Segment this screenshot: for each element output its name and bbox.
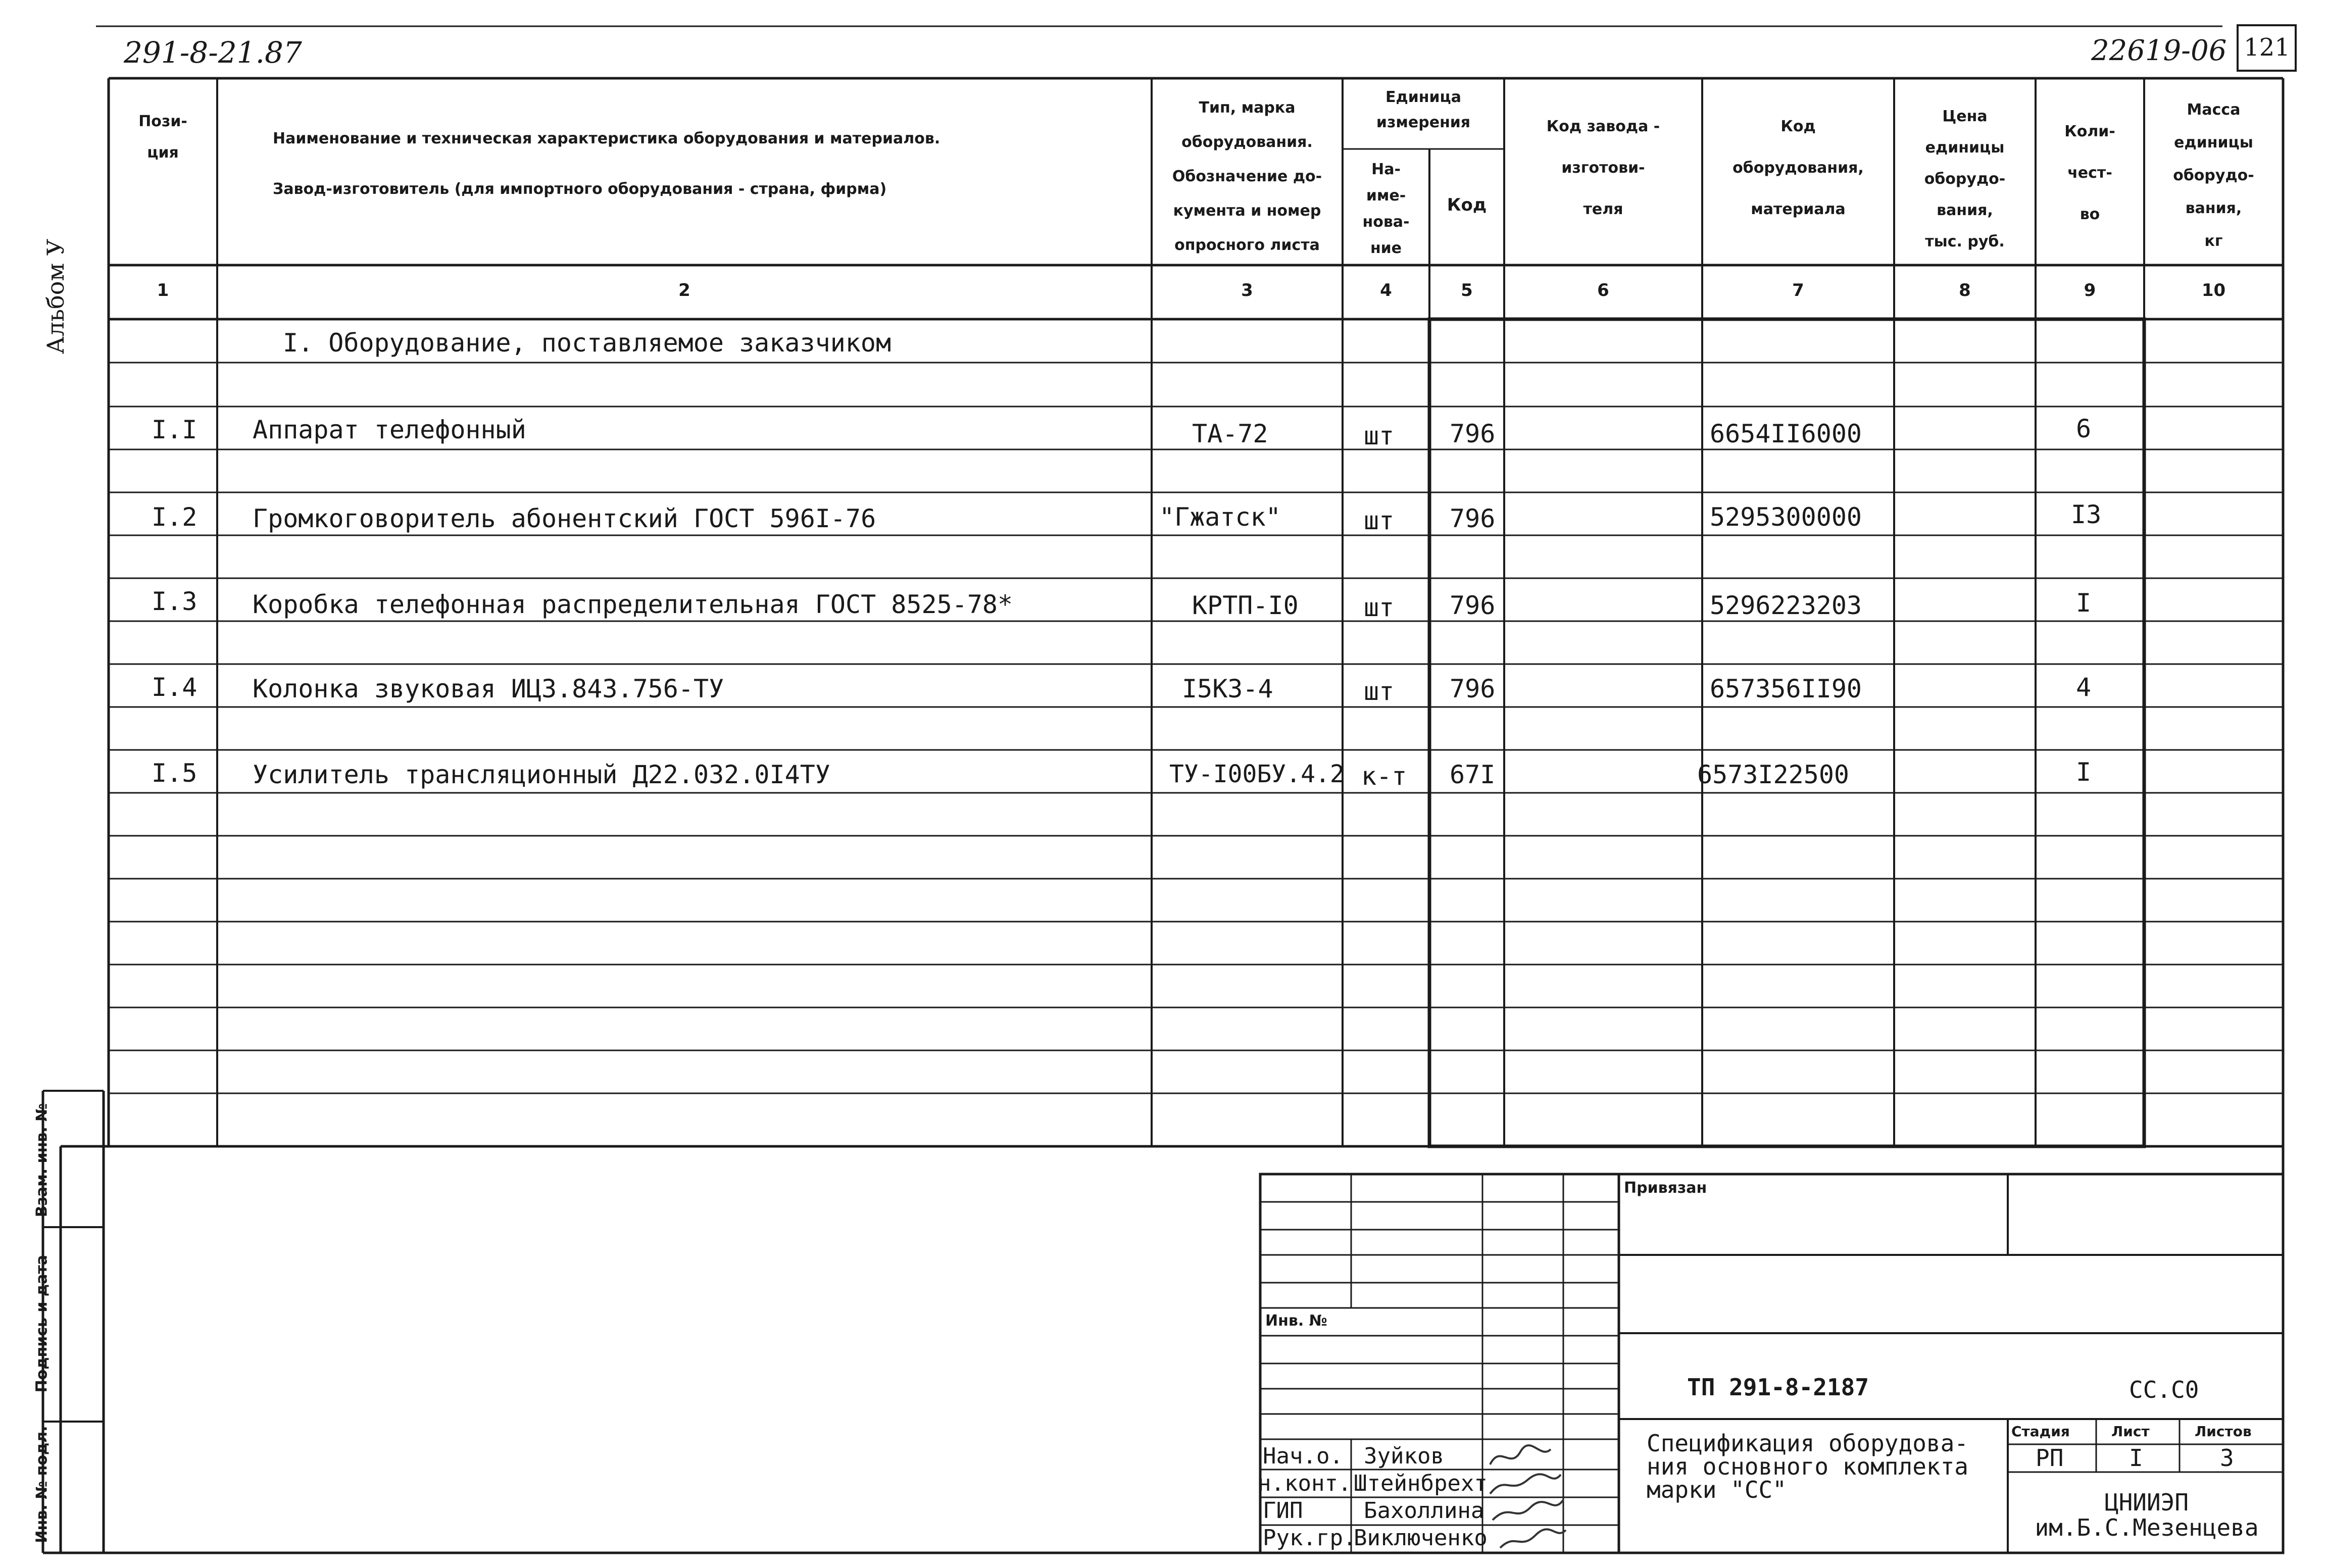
row-name: Усилитель трансляционный Д22.032.0I4ТУ: [253, 760, 830, 789]
row-quantity: I: [2076, 588, 2092, 618]
header-equipment-code: Код оборудования, материала: [1732, 118, 1864, 218]
sheets-label: Листов: [2195, 1423, 2252, 1440]
row-type: ТА-72: [1192, 419, 1268, 448]
row-type: КРТП-I0: [1192, 591, 1299, 620]
side-stamp-inv-no: Инв. № подл.: [33, 1426, 51, 1543]
column-number: 8: [1959, 280, 1971, 300]
row-unit: к-т: [1361, 762, 1407, 791]
sheet-value: I: [2129, 1444, 2143, 1472]
column-number: 5: [1461, 280, 1473, 300]
column-number: 2: [678, 280, 690, 300]
document-title: Спецификация оборудова- ния основного комплекта марки "СС": [1647, 1430, 1968, 1503]
row-material-code: 5295300000: [1710, 502, 1862, 532]
row-name: Колонка звуковая ИЦЗ.843.756-ТУ: [253, 674, 724, 703]
row-material-code: 6573I22500: [1697, 760, 1850, 789]
header-unit-code: Код: [1447, 195, 1487, 215]
row-unit-code: 796: [1450, 674, 1496, 703]
column-number: 6: [1597, 280, 1609, 300]
row-unit: шт: [1364, 421, 1395, 450]
role-label: Нач.о.: [1263, 1443, 1343, 1469]
row-material-code: 6654II6000: [1710, 419, 1862, 448]
row-quantity: 4: [2076, 673, 2092, 702]
role-name: Виключенко: [1354, 1525, 1488, 1551]
column-number: 9: [2084, 280, 2096, 300]
project-code: ТП 291-8-2187: [1687, 1374, 1869, 1401]
header-type: Тип, марка оборудования. Обозначение до- кумента и номер опросного листа: [1172, 99, 1322, 254]
sheet-label: Лист: [2111, 1423, 2150, 1440]
role-label: Рук.гр.: [1263, 1525, 1357, 1551]
row-unit-code: 796: [1450, 591, 1496, 620]
side-stamp-sign-date: Подпись и дата: [33, 1255, 51, 1393]
row-type: ТУ-I00БУ.4.2: [1169, 760, 1345, 788]
page-number: 121: [2244, 33, 2290, 62]
archive-number-handwritten: 22619-06: [2091, 34, 2227, 67]
signatures-handwritten: [1480, 1439, 1571, 1553]
role-label: ГИП: [1263, 1498, 1303, 1524]
row-material-code: 657356II90: [1710, 674, 1862, 703]
column-number: 1: [157, 280, 169, 300]
row-unit-code: 796: [1450, 504, 1496, 533]
column-number: 3: [1241, 280, 1253, 300]
section-title: I. Оборудование, поставляемое заказчиком: [283, 328, 892, 358]
row-position: I.2: [152, 502, 197, 532]
row-name: Коробка телефонная распределительная ГОСТ 8525-78*: [253, 590, 1013, 619]
row-unit: шт: [1364, 506, 1395, 535]
header-unit-name: На- име- нова- ние: [1362, 161, 1410, 257]
role-name: Штейнбрехт: [1354, 1471, 1488, 1496]
row-quantity: 6: [2076, 414, 2092, 443]
role-label: н.конт.: [1258, 1471, 1352, 1496]
row-quantity: I: [2076, 757, 2092, 787]
inv-label: Инв. №: [1265, 1312, 1327, 1330]
row-position: I.3: [152, 587, 197, 616]
row-unit-code: 796: [1450, 419, 1496, 448]
header-quantity: Коли- чест- во: [2064, 123, 2115, 223]
header-price: Цена единицы оборудо- вания, тыс. руб.: [1924, 108, 2006, 250]
row-position: I.I: [152, 415, 197, 444]
row-type: I5КЗ-4: [1182, 674, 1273, 703]
header-unit-group: Единица измерения: [1376, 88, 1471, 131]
column-number: 7: [1792, 280, 1804, 300]
organization: ЦНИИЭП им.Б.С.Мезенцева: [2035, 1489, 2259, 1541]
stage-label: Стадия: [2011, 1423, 2070, 1440]
row-unit: шт: [1364, 677, 1395, 706]
column-number: 4: [1380, 280, 1392, 300]
row-position: I.4: [152, 673, 197, 702]
row-unit: шт: [1364, 593, 1395, 622]
mark: СС.С0: [2129, 1376, 2199, 1403]
row-name: Аппарат телефонный: [253, 415, 526, 444]
header-position: Пози- ция: [138, 113, 187, 162]
header-manufacturer-code: Код завода - изготови- теля: [1546, 118, 1660, 218]
column-number: 10: [2201, 280, 2226, 300]
side-stamp-replace-inv: Взам. инв. №: [33, 1103, 51, 1218]
doc-code-handwritten: 291-8-21.87: [124, 35, 302, 70]
row-quantity: I3: [2071, 500, 2102, 529]
row-position: I.5: [152, 758, 197, 788]
bound-label: Привязан: [1624, 1179, 1707, 1197]
stage-value: РП: [2036, 1444, 2064, 1472]
row-unit-code: 67I: [1450, 760, 1496, 789]
header-mass: Масса единицы оборудо- вания, кг: [2173, 101, 2254, 250]
header-name: Наименование и техническая характеристика оборудования и материалов. Завод-изготовитель (для импортного оборудования - страна, фирма): [273, 130, 940, 198]
row-name: Громкоговоритель абонентский ГОСТ 596I-76: [253, 504, 876, 533]
sheets-value: 3: [2220, 1444, 2234, 1472]
album-label: Альбом У: [42, 238, 69, 355]
role-name: Зуйков: [1364, 1443, 1444, 1469]
row-material-code: 5296223203: [1710, 591, 1862, 620]
row-type: "Гжатск": [1159, 502, 1281, 532]
role-name: Бахоллина: [1364, 1498, 1484, 1524]
